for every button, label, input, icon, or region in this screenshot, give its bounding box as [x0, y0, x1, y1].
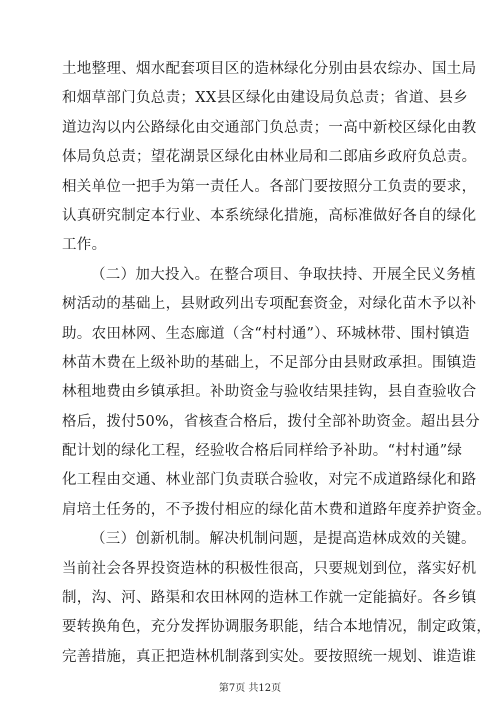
text-line: 格后，拨付50%，省核查合格后，拨付全部补助资金。超出县分	[62, 413, 480, 430]
text-line: 助。农田林网、生态廊道（含“村村通”）、环城林带、围村镇造	[62, 325, 470, 342]
text-line: 体局负总责；望花湖景区绿化由林业局和二郎庙乡政府负总责。	[62, 149, 477, 166]
text-line: 完善措施，真正把造林机制落到实处。要按照统一规划、谁造谁	[62, 648, 477, 665]
text-line: 土地整理、烟水配套项目区的造林绿化分别由县农综办、国土局	[62, 61, 477, 77]
text-line: 树活动的基础上，县财政列出专项配套资金，对绿化苗木予以补	[62, 296, 477, 313]
text-line: 制，沟、河、路渠和农田林网的造林工作就一定能搞好。各乡镇	[62, 590, 477, 607]
text-line: （二）加大投入。在整合项目、争取扶持、开展全民义务植	[91, 266, 476, 283]
text-line: 林租地费由乡镇承担。补助资金与验收结果挂钩，县自查验收合	[62, 384, 477, 401]
text-line: 配计划的绿化工程，经验收合格后同样给予补助。“村村通”绿	[62, 443, 463, 460]
text-line: 肩培土任务的，不予拨付相应的绿化苗木费和道路年度养护资金。	[62, 501, 492, 518]
text-line: 化工程由交通、林业部门负责联合验收，对完不成道路绿化和路	[62, 472, 477, 489]
text-line: 工作。	[62, 237, 107, 254]
text-line: 认真研究制定本行业、本系统绿化措施，高标准做好各自的绿化	[62, 207, 477, 224]
text-line: 要转换角色，充分发挥协调服务职能，结合本地情况，制定政策，	[62, 619, 492, 636]
text-line: 林苗木费在上级补助的基础上，不足部分由县财政承担。围镇造	[62, 354, 477, 371]
text-line: （三）创新机制。解决机制问题，是提高造林成效的关键。	[91, 531, 476, 548]
document-body	[62, 55, 492, 672]
text-line: 当前社会各界投资造林的积极性很高，只要规划到位，落实好机	[62, 560, 477, 577]
text-line: 道边沟以内公路绿化由交通部门负总责；一高中新校区绿化由教	[62, 119, 477, 136]
page-footer: 第7页 共12页	[218, 683, 282, 694]
text-line: 相关单位一把手为第一责任人。各部门要按照分工负责的要求，	[62, 178, 477, 195]
text-line: 和烟草部门负总责；XX县区绿化由建设局负总责；省道、县乡	[62, 90, 469, 107]
